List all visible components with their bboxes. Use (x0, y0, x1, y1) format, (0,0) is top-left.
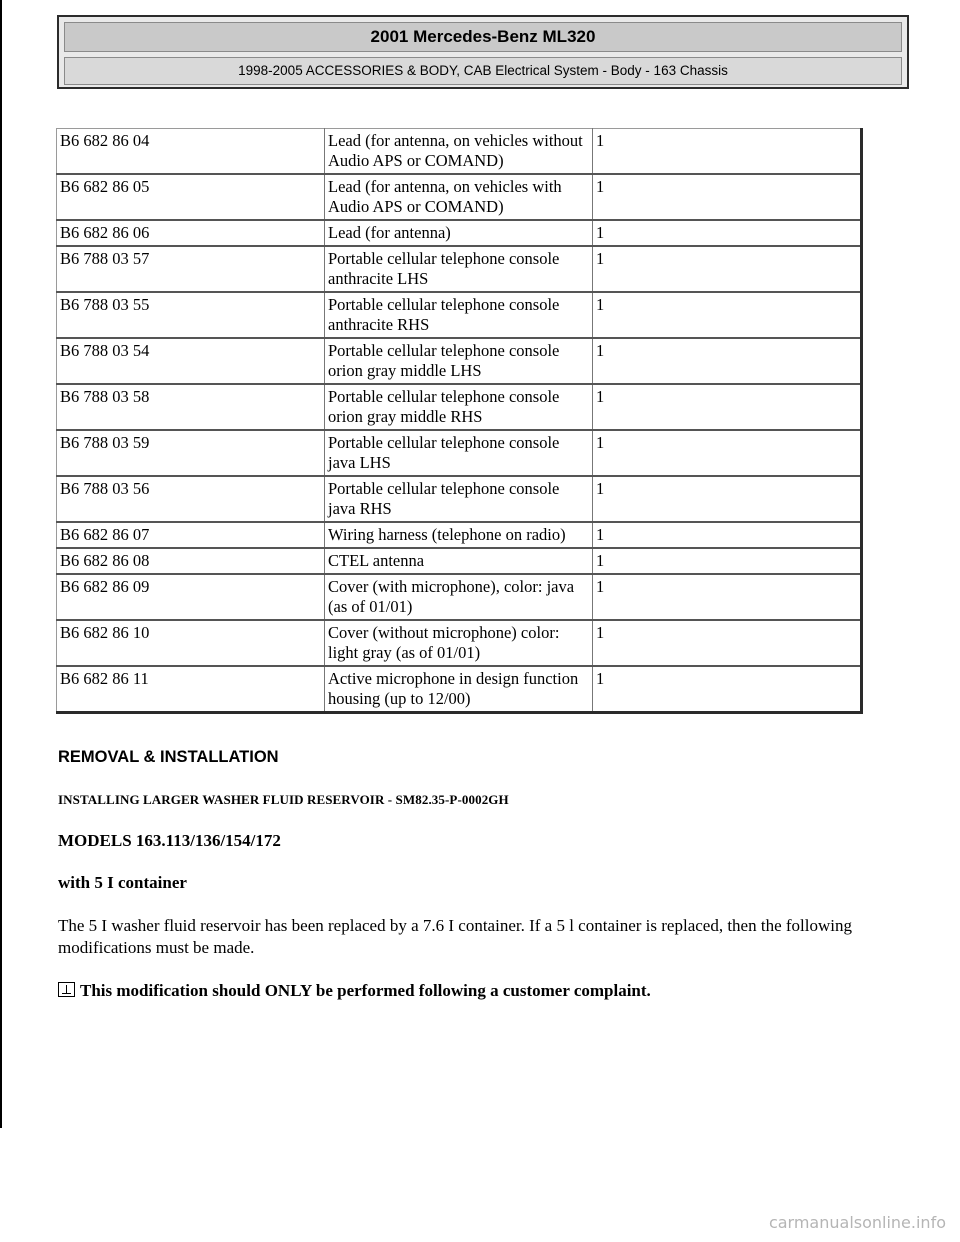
quantity-cell: 1 (593, 574, 862, 620)
part-number-cell: B6 788 03 54 (57, 338, 325, 384)
document-title: 2001 Mercedes-Benz ML320 (64, 22, 902, 52)
models-heading: MODELS 163.113/136/154/172 (58, 831, 281, 850)
part-number-cell: B6 682 86 08 (57, 548, 325, 574)
description-cell: Portable cellular telephone console orion gray middle LHS (325, 338, 593, 384)
info-icon (58, 982, 75, 997)
note-text: This modification should ONLY be performed following a customer complaint. (80, 981, 651, 1000)
container-heading: with 5 I container (58, 873, 187, 892)
table-row (57, 220, 862, 246)
table-row (57, 548, 862, 574)
table-row (57, 476, 862, 522)
description-cell: Lead (for antenna) (325, 220, 593, 246)
description-cell: Cover (without microphone) color: light gray (as of 01/01) (325, 620, 593, 666)
part-number-cell: B6 682 86 04 (57, 129, 325, 175)
part-number-cell: B6 682 86 05 (57, 174, 325, 220)
table-row (57, 292, 862, 338)
table-row (57, 574, 862, 620)
table-row (57, 620, 862, 666)
quantity-cell: 1 (593, 174, 862, 220)
description-cell: Portable cellular telephone console anthracite LHS (325, 246, 593, 292)
description-cell: Cover (with microphone), color: java (as of 01/01) (325, 574, 593, 620)
description-cell: Portable cellular telephone console orion gray middle RHS (325, 384, 593, 430)
part-number-cell: B6 788 03 57 (57, 246, 325, 292)
description-cell: Portable cellular telephone console anthracite RHS (325, 292, 593, 338)
quantity-cell: 1 (593, 292, 862, 338)
part-number-cell: B6 682 86 11 (57, 666, 325, 713)
table-row (57, 522, 862, 548)
table-row (57, 174, 862, 220)
quantity-cell: 1 (593, 220, 862, 246)
quantity-cell: 1 (593, 384, 862, 430)
part-number-cell: B6 788 03 55 (57, 292, 325, 338)
quantity-cell: 1 (593, 338, 862, 384)
document-header (57, 15, 909, 89)
table-row (57, 338, 862, 384)
quantity-cell: 1 (593, 430, 862, 476)
quantity-cell: 1 (593, 522, 862, 548)
part-number-cell: B6 788 03 58 (57, 384, 325, 430)
watermark: carmanualsonline.info (768, 1213, 946, 1232)
description-cell: Lead (for antenna, on vehicles with Audio APS or COMAND) (325, 174, 593, 220)
description-cell: Portable cellular telephone console java RHS (325, 476, 593, 522)
table-row (57, 666, 862, 713)
description-cell: Active microphone in design function housing (up to 12/00) (325, 666, 593, 713)
description-cell: Wiring harness (telephone on radio) (325, 522, 593, 548)
section-heading: REMOVAL & INSTALLATION (58, 748, 279, 766)
part-number-cell: B6 682 86 06 (57, 220, 325, 246)
page-left-rule (0, 0, 2, 1128)
parts-table (56, 128, 863, 714)
note (58, 980, 651, 1002)
quantity-cell: 1 (593, 548, 862, 574)
document-subtitle: 1998-2005 ACCESSORIES & BODY, CAB Electrical System - Body - 163 Chassis (64, 57, 902, 85)
part-number-cell: B6 788 03 59 (57, 430, 325, 476)
description-cell: Lead (for antenna, on vehicles without Audio APS or COMAND) (325, 129, 593, 175)
quantity-cell: 1 (593, 129, 862, 175)
part-number-cell: B6 682 86 07 (57, 522, 325, 548)
procedure-heading: INSTALLING LARGER WASHER FLUID RESERVOIR - SM82.35-P-0002GH (58, 792, 509, 807)
quantity-cell: 1 (593, 246, 862, 292)
table-row (57, 246, 862, 292)
quantity-cell: 1 (593, 476, 862, 522)
table-row (57, 384, 862, 430)
description-cell: Portable cellular telephone console java LHS (325, 430, 593, 476)
body-paragraph: The 5 I washer fluid reservoir has been replaced by a 7.6 I container. If a 5 l container is replaced, then the following modifications must be made. (58, 916, 852, 957)
table-row (57, 430, 862, 476)
part-number-cell: B6 788 03 56 (57, 476, 325, 522)
parts-table-body (57, 129, 862, 713)
description-cell: CTEL antenna (325, 548, 593, 574)
part-number-cell: B6 682 86 09 (57, 574, 325, 620)
part-number-cell: B6 682 86 10 (57, 620, 325, 666)
quantity-cell: 1 (593, 620, 862, 666)
table-row (57, 129, 862, 175)
quantity-cell: 1 (593, 666, 862, 713)
